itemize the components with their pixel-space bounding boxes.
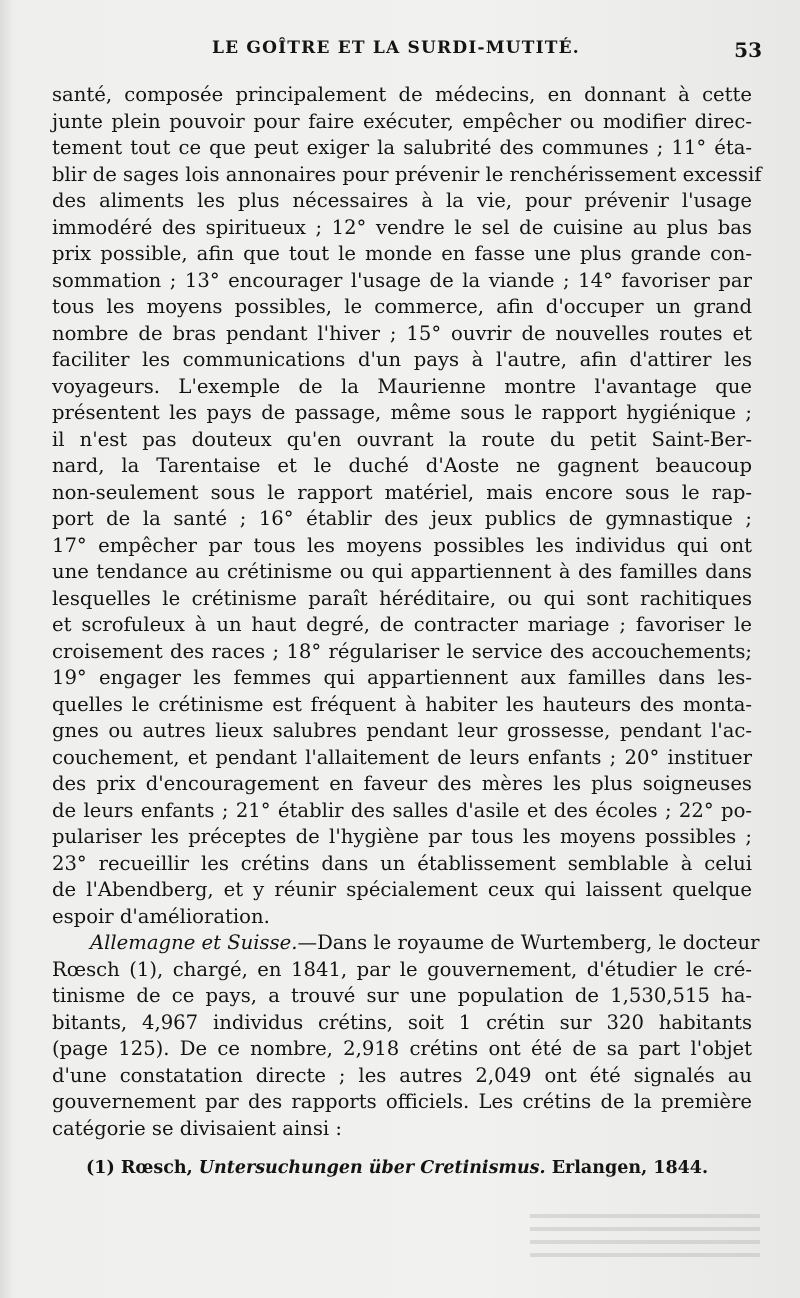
footnote-marker: (1) Rœsch, — [86, 1158, 193, 1178]
text-line: croisement des races ; 18° régulariser le service des accouchements; — [52, 639, 752, 663]
text-line: gnes ou autres lieux salubres pendant leur grossesse, pendant l'ac- — [52, 719, 752, 742]
footnote-rest: Erlangen, 1844. — [551, 1158, 709, 1178]
text-line: lesquelles le crétinisme paraît héréditaire, ou qui sont rachitiques — [52, 586, 752, 610]
text-line: 17° empêcher par tous les moyens possibles les individus qui ont — [52, 533, 752, 557]
text-line: Rœsch (1), chargé, en 1841, par le gouvernement, d'étudier le cré- — [52, 957, 752, 981]
text-line: une tendance au crétinisme ou qui appartiennent à des familles dans — [52, 560, 752, 583]
text-line: gouvernement par des rapports officiels. Les crétins de la première — [52, 1090, 752, 1113]
text-line: tinisme de ce pays, a trouvé sur une population de 1,530,515 ha- — [52, 984, 752, 1007]
paragraph-2 — [52, 930, 760, 1142]
bleed-through-texture — [530, 1205, 760, 1260]
text-line: tous les moyens possibles, le commerce, afin d'occuper un grand — [52, 295, 752, 318]
text-line: nard, la Tarentaise et le duché d'Aoste ne gagnent beaucoup — [52, 454, 752, 477]
text-line: espoir d'amélioration. — [52, 904, 270, 928]
text-line — [52, 930, 760, 957]
text-line: couchement, et pendant l'allaitement de leurs enfants ; 20° instituer — [52, 745, 752, 769]
text-line: 23° recueillir les crétins dans un établissement semblable à celui — [52, 851, 752, 875]
body-text — [52, 82, 762, 1142]
text-line: d'une constatation directe ; les autres 2,049 ont été signalés au — [52, 1063, 752, 1087]
running-title: LE GOÎTRE ET LA SURDI-MUTITÉ. — [212, 38, 580, 58]
text-line: voyageurs. L'exemple de la Maurienne montre l'avantage que — [52, 374, 752, 398]
text-line: présentent les pays de passage, même sous le rapport hygiénique ; — [52, 401, 752, 424]
text-line: des prix d'encouragement en faveur des mères les plus soigneuses — [52, 772, 752, 795]
footnote-title: Untersuchungen über Cretinismus. — [198, 1158, 546, 1178]
text-line: santé, composée principalement de médecins, en donnant à cette — [52, 83, 752, 106]
text-line: 19° engager les femmes qui appartiennent aux familles dans les- — [52, 666, 752, 689]
text-line: il n'est pas douteux qu'en ouvrant la route du petit Saint-Ber- — [52, 427, 752, 451]
text-line: faciliter les communications d'un pays à l'autre, afin d'attirer les — [52, 348, 752, 371]
text-line: pulariser les préceptes de l'hygiène par tous les moyens possibles ; — [52, 825, 752, 848]
text-line: nombre de bras pendant l'hiver ; 15° ouvrir de nouvelles routes et — [52, 321, 752, 345]
text-line: prix possible, afin que tout le monde en fasse une plus grande con- — [52, 242, 752, 265]
text-line: des aliments les plus nécessaires à la vie, pour prévenir l'usage — [52, 189, 752, 212]
text-line: non-seulement sous le rapport matériel, mais encore sous le rap- — [52, 480, 752, 504]
running-head — [52, 38, 770, 68]
text-line: de l'Abendberg, et y réunir spécialement ceux qui laissent quelque — [52, 878, 752, 901]
text-line: (page 125). De ce nombre, 2,918 crétins ont été de sa part l'objet — [52, 1037, 752, 1060]
footnote — [86, 1158, 708, 1178]
text-line: junte plein pouvoir pour faire exécuter, empêcher ou modifier direc- — [52, 109, 752, 133]
text-line: blir de sages lois annonaires pour prévenir le renchérissement excessif — [52, 162, 762, 186]
text-run: —Dans le royaume de Wurtemberg, le docteur — [297, 931, 760, 954]
text-line: tement tout ce que peut exiger la salubrité des communes ; 11° éta- — [52, 136, 752, 159]
text-line: quelles le crétinisme est fréquent à habiter les hauteurs des monta- — [52, 692, 752, 716]
text-line: port de la santé ; 16° établir des jeux publics de gymnastique ; — [52, 507, 752, 530]
text-line: catégorie se divisaient ainsi : — [52, 1116, 342, 1140]
page-number: 53 — [734, 38, 762, 62]
text-line: de leurs enfants ; 21° établir des salles d'asile et des écoles ; 22° po- — [52, 798, 752, 822]
text-line: bitants, 4,967 individus crétins, soit 1 crétin sur 320 habitants — [52, 1010, 752, 1034]
text-line: sommation ; 13° encourager l'usage de la viande ; 14° favoriser par — [52, 268, 752, 292]
section-label: Allemagne et Suisse. — [90, 931, 298, 954]
text-line: immodéré des spiritueux ; 12° vendre le sel de cuisine au plus bas — [52, 215, 752, 239]
text-line: et scrofuleux à un haut degré, de contracter mariage ; favoriser le — [52, 613, 752, 636]
paragraph-1 — [52, 82, 762, 930]
